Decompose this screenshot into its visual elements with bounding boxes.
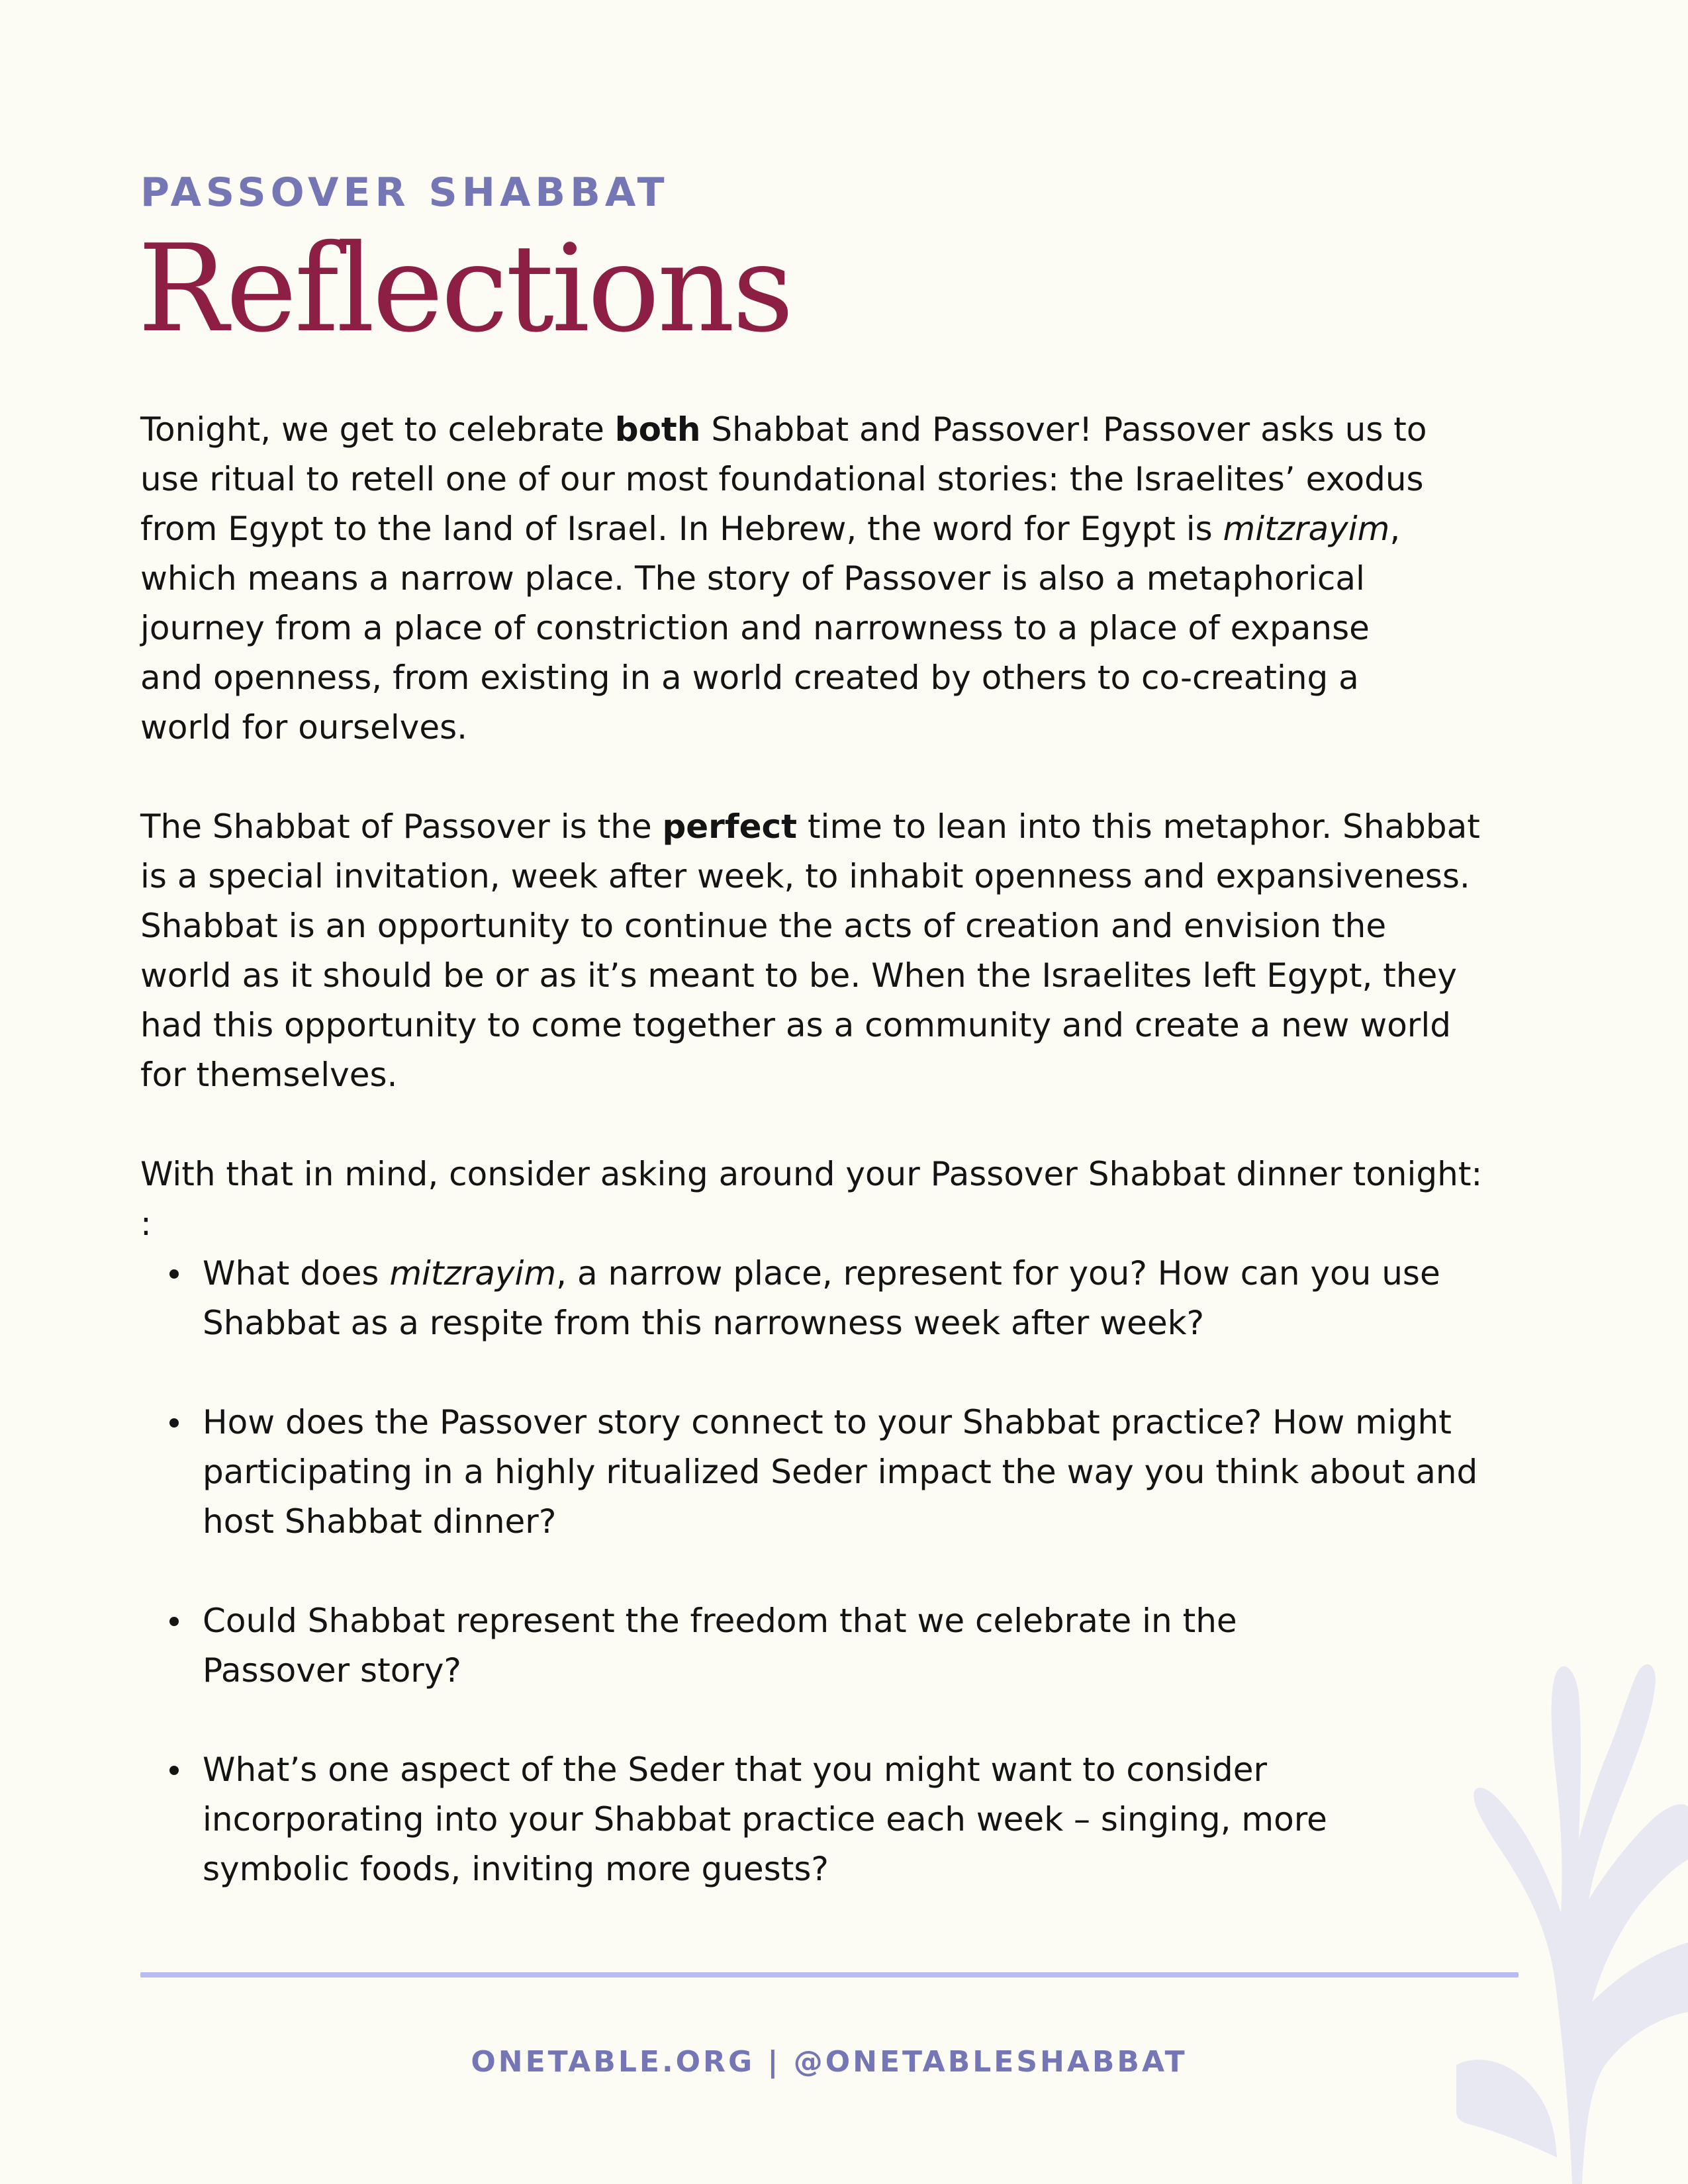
text-line: incorporating into your Shabbat practice each week – singing, more xyxy=(203,1800,1327,1839)
text-line: is a special invitation, week after week, to inhabit openness and expansiveness. xyxy=(140,857,1470,895)
text-line: symbolic foods, inviting more guests? xyxy=(203,1850,829,1888)
text-line: What does mitzrayim, a narrow place, represent for you? How can you use xyxy=(203,1254,1440,1293)
bullet-icon xyxy=(169,1418,179,1428)
text-line: Tonight, we get to celebrate both Shabbat and Passover! Passover asks us to xyxy=(140,410,1427,449)
text-line: What’s one aspect of the Seder that you might want to consider xyxy=(203,1751,1268,1789)
prompt-paragraph xyxy=(140,1150,1517,1249)
text-line: and openness, from existing in a world created by others to co-creating a xyxy=(140,659,1359,697)
footer-divider xyxy=(140,1972,1519,1978)
page-title: Reflections xyxy=(138,218,792,359)
text-line: Passover story? xyxy=(203,1651,461,1690)
text-line: How does the Passover story connect to your Shabbat practice? How might xyxy=(203,1403,1452,1441)
text-line: host Shabbat dinner? xyxy=(203,1502,557,1541)
text-line: had this opportunity to come together as a community and create a new world xyxy=(140,1006,1451,1044)
text-line: Shabbat is an opportunity to continue the acts of creation and envision the xyxy=(140,907,1387,945)
leaf-plant-icon xyxy=(1456,1641,1688,2184)
text-line: which means a narrow place. The story of Passover is also a metaphorical xyxy=(140,559,1365,598)
list-item xyxy=(140,1398,1530,1547)
text-line: use ritual to retell one of our most foundational stories: the Israelites’ exodus xyxy=(140,460,1424,498)
text-line: participating in a highly ritualized Seder impact the way you think about and xyxy=(203,1453,1478,1491)
emphasis-text: mitzrayim xyxy=(1223,510,1390,548)
footer-links: ONETABLE.ORG | @ONETABLESHABBAT xyxy=(471,2045,1188,2079)
emphasis-text: perfect xyxy=(662,807,798,846)
bullet-icon xyxy=(169,1269,179,1279)
text-line: world for ourselves. xyxy=(140,708,468,747)
bullet-icon xyxy=(169,1766,179,1775)
shabbat-paragraph xyxy=(140,802,1517,1100)
list-item xyxy=(140,1596,1530,1696)
text-line: Could Shabbat represent the freedom that we celebrate in the xyxy=(203,1602,1237,1640)
emphasis-text: mitzrayim xyxy=(389,1254,557,1293)
text-line: The Shabbat of Passover is the perfect time to lean into this metaphor. Shabbat xyxy=(140,807,1480,846)
text-line: journey from a place of constriction and narrowness to a place of expanse xyxy=(140,609,1370,647)
text-line: from Egypt to the land of Israel. In Hebrew, the word for Egypt is mitzrayim, xyxy=(140,510,1401,548)
question-list xyxy=(140,1249,1530,1944)
text-line: Shabbat as a respite from this narrowness week after week? xyxy=(203,1304,1205,1342)
text-line: With that in mind, consider asking around your Passover Shabbat dinner tonight: xyxy=(140,1155,1483,1193)
list-item xyxy=(140,1249,1530,1348)
list-item xyxy=(140,1745,1530,1894)
text-line: world as it should be or as it’s meant to be. When the Israelites left Egypt, they xyxy=(140,956,1457,995)
bullet-icon xyxy=(169,1617,179,1626)
intro-paragraph xyxy=(140,405,1517,752)
text-line: for themselves. xyxy=(140,1056,398,1094)
text-line: : xyxy=(140,1205,152,1243)
emphasis-text: both xyxy=(614,410,701,449)
eyebrow-heading: PASSOVER SHABBAT xyxy=(140,169,669,216)
